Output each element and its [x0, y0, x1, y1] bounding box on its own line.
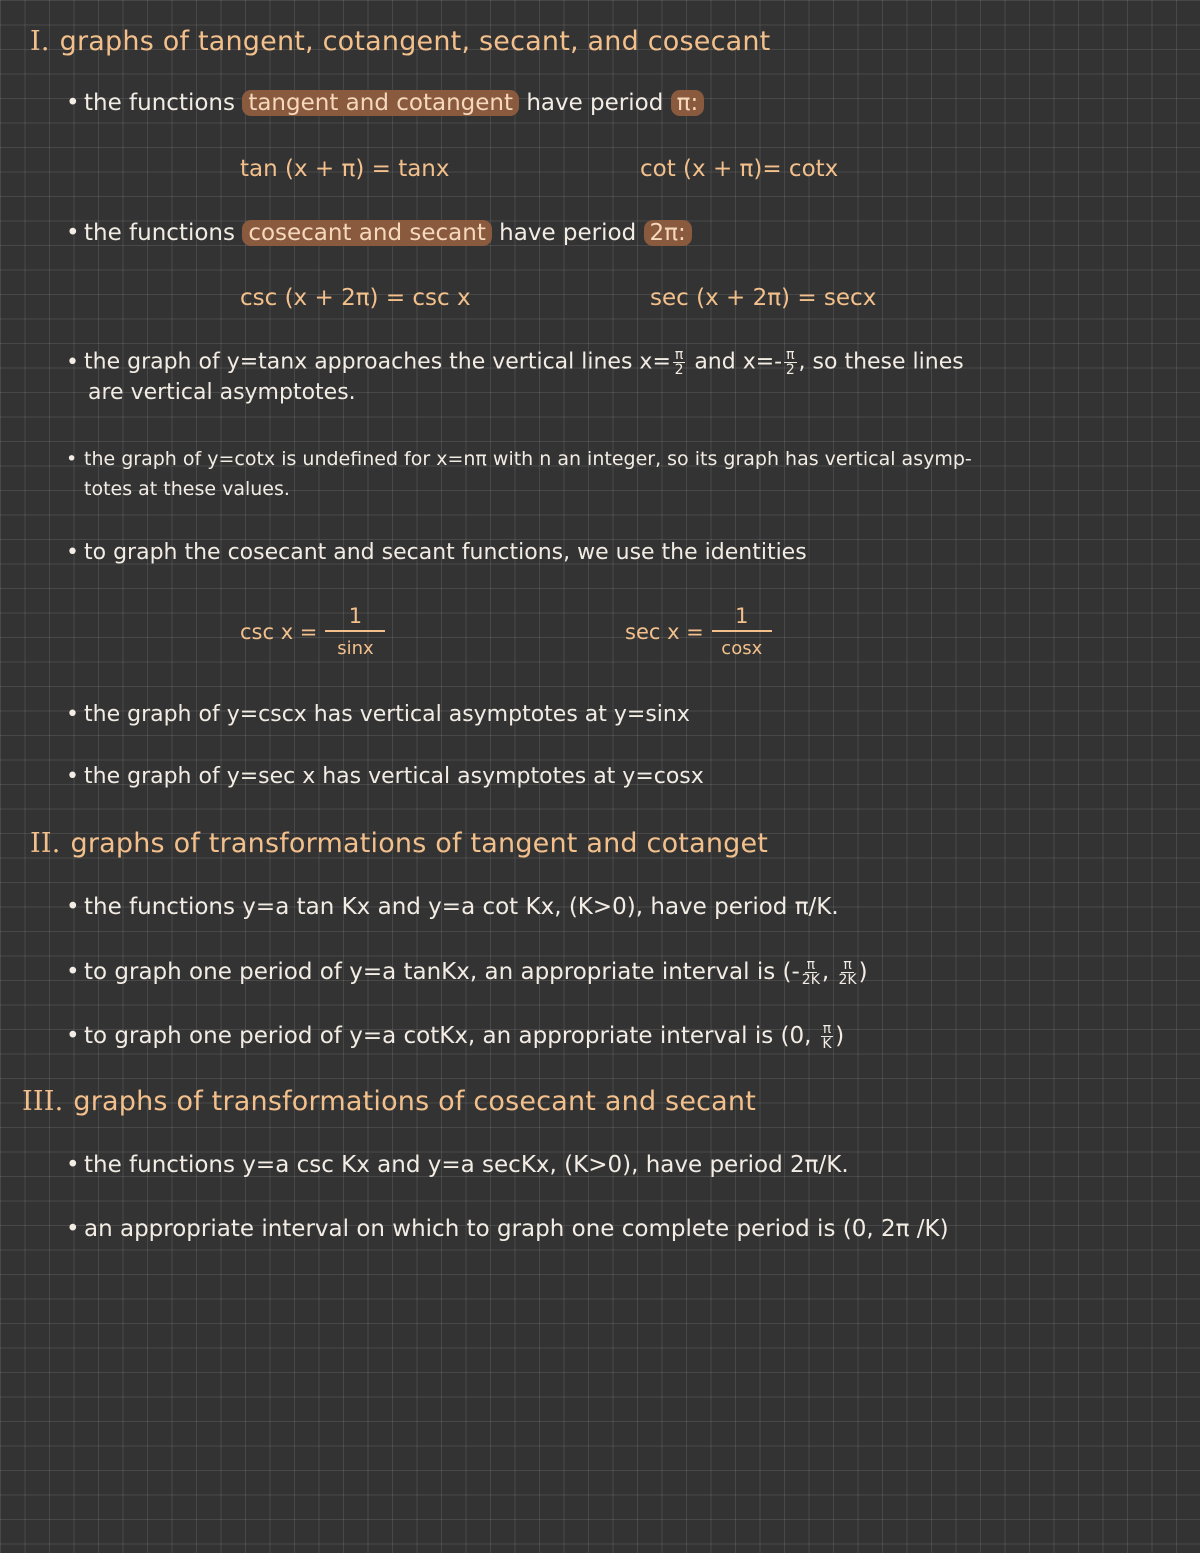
identity-sec — [625, 604, 772, 659]
bullet-text: ) — [858, 959, 868, 985]
bullet-tan-interval — [66, 958, 868, 987]
fraction-numerator: π — [674, 347, 684, 363]
bullet-text: to graph one period of y=a tanKx, an appropriate interval is (- — [84, 959, 800, 985]
bullet-csc-sec-interval — [66, 1216, 949, 1242]
fraction-denominator: 2 — [785, 362, 795, 378]
bullet-text: ) — [835, 1023, 845, 1049]
bullet-dot: • — [66, 894, 80, 920]
bullet-tan-cot-transform-period — [66, 894, 839, 920]
bullet-text: and x=- — [687, 349, 783, 375]
fraction-denominator: 2K — [838, 972, 857, 988]
bullet-text: to graph one period of y=a cotKx, an appropriate interval is (0, — [84, 1023, 819, 1049]
highlight-tangent-cotangent: tangent and cotangent — [242, 90, 519, 116]
section-number: II. — [30, 828, 61, 859]
highlight-period-2pi: 2π: — [644, 220, 692, 246]
bullet-dot: • — [66, 1216, 80, 1242]
fraction-numerator: π — [806, 957, 816, 973]
fraction-numerator: 1 — [712, 604, 772, 632]
section-number: I. — [30, 26, 50, 57]
bullet-text: the graph of y=sec x has vertical asymptotes at y=cosx — [84, 764, 704, 789]
bullet-cot-undefined — [66, 448, 972, 470]
bullet-text: an appropriate interval on which to graph one complete period is (0, 2π /K) — [84, 1216, 949, 1242]
bullet-text: , so these lines — [798, 349, 964, 375]
section-title: graphs of tangent, cotangent, secant, and cosecant — [59, 26, 771, 57]
formula-csc-period: csc (x + 2π) = csc x — [240, 285, 471, 311]
identity-fraction — [712, 604, 772, 659]
fraction-numerator: π — [843, 957, 852, 973]
bullet-csc-sec-transform-period — [66, 1152, 849, 1178]
fraction-numerator: 1 — [325, 604, 385, 632]
fraction-pi-over-k — [821, 1022, 833, 1051]
bullet-dot: • — [66, 1023, 80, 1049]
formula-tan-period: tan (x + π) = tanx — [240, 156, 450, 182]
bullet-cot-undefined-cont: totes at these values. — [84, 478, 290, 500]
bullet-text: the functions — [84, 220, 235, 246]
bullet-dot: • — [66, 349, 79, 375]
section-heading-2 — [30, 828, 768, 859]
bullet-dot: • — [66, 702, 79, 727]
bullet-text: the graph of y=cotx is undefined for x=nπ with n an integer, so its graph has vertical asymp- — [84, 448, 972, 470]
bullet-dot: • — [66, 220, 80, 246]
fraction-pi-over-2 — [673, 348, 685, 377]
fraction-denominator: K — [822, 1036, 832, 1052]
section-heading-1 — [30, 26, 770, 57]
bullet-sec-asymptotes — [66, 764, 704, 789]
fraction-pi-over-2k — [839, 958, 857, 987]
fraction-numerator: π — [822, 1021, 832, 1037]
bullet-text: have period — [526, 90, 664, 116]
section-heading-3 — [22, 1086, 756, 1117]
identity-lhs: sec x = — [625, 619, 704, 644]
bullet-text: the graph of y=cscx has vertical asymptotes at y=sinx — [84, 702, 690, 727]
bullet-text: the functions — [84, 90, 235, 116]
identity-csc — [240, 604, 385, 659]
bullet-dot: • — [66, 959, 80, 985]
fraction-numerator: π — [786, 347, 795, 363]
fraction-denominator: cosx — [721, 638, 763, 659]
bullet-text: have period — [499, 220, 637, 246]
highlight-period-pi: π: — [671, 90, 705, 116]
bullet-dot: • — [66, 764, 79, 789]
identity-fraction — [325, 604, 385, 659]
bullet-tan-cot-period — [66, 90, 704, 116]
fraction-denominator: 2 — [674, 362, 684, 378]
bullet-dot: • — [66, 540, 79, 565]
bullet-dot: • — [66, 90, 80, 116]
section-number: III. — [22, 1086, 64, 1117]
bullet-text: to graph the cosecant and secant functions, we use the identities — [84, 540, 807, 565]
bullet-tan-asymptotes — [66, 348, 964, 377]
fraction-pi-over-2 — [784, 348, 796, 377]
fraction-denominator: sinx — [337, 638, 374, 659]
bullet-text: , — [821, 959, 837, 985]
highlight-cosecant-secant: cosecant and secant — [242, 220, 492, 246]
bullet-text: the functions y=a tan Kx and y=a cot Kx, (K>0), have period π/K. — [84, 894, 839, 920]
fraction-denominator: 2K — [801, 972, 820, 988]
bullet-dot: • — [66, 448, 78, 470]
bullet-text: the functions y=a csc Kx and y=a secKx, (K>0), have period 2π/K. — [84, 1152, 849, 1178]
identity-lhs: csc x = — [240, 619, 318, 644]
bullet-text: the graph of y=tanx approaches the vertical lines x= — [84, 349, 671, 375]
bullet-identities — [66, 540, 807, 565]
bullet-csc-asymptotes — [66, 702, 690, 727]
bullet-csc-sec-period — [66, 220, 692, 246]
section-title: graphs of transformations of cosecant and secant — [73, 1086, 757, 1117]
formula-sec-period: sec (x + 2π) = secx — [650, 285, 877, 311]
fraction-pi-over-2k — [802, 958, 820, 987]
bullet-cot-interval — [66, 1022, 844, 1051]
bullet-tan-asymptotes-cont: are vertical asymptotes. — [88, 380, 356, 405]
section-title: graphs of transformations of tangent and cotanget — [70, 828, 769, 859]
formula-cot-period: cot (x + π)= cotx — [640, 156, 839, 182]
bullet-dot: • — [66, 1152, 80, 1178]
